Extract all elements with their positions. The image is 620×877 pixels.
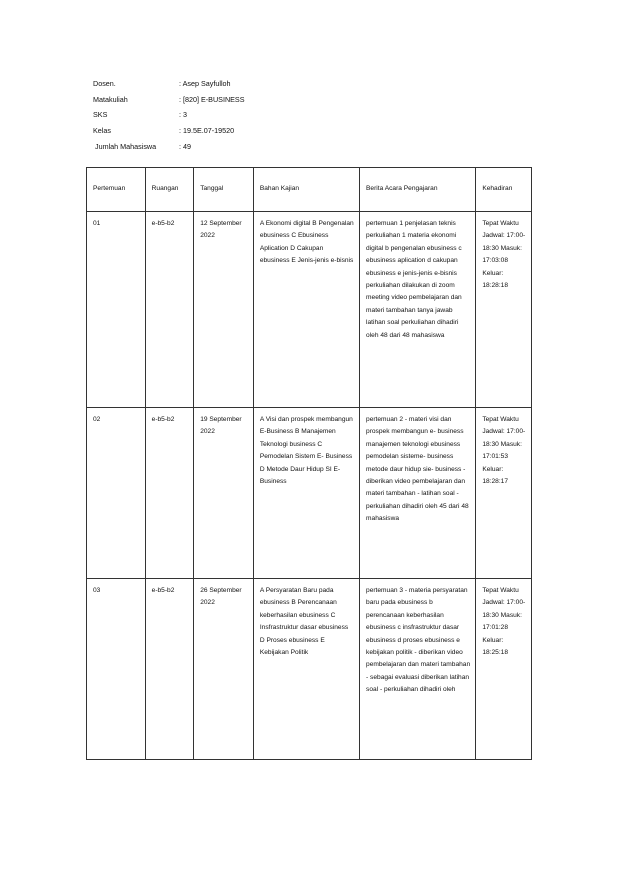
info-label: Matakuliah [93, 94, 128, 104]
cell-ruangan: e-b5-b2 [145, 212, 194, 408]
cell-kehadiran: Tepat Waktu Jadwal: 17:00-18:30 Masuk: 17:01:28 Keluar: 18:25:18 [476, 579, 532, 760]
cell-tanggal: 12 September 2022 [194, 212, 254, 408]
cell-bahan-kajian: A Persyaratan Baru pada ebusiness B Perencanaan keberhasilan ebusiness C Insfrastruktur dasar ebusiness D Proses ebusiness E Kebijakan Politik [253, 579, 359, 760]
cell-tanggal: 19 September 2022 [194, 408, 254, 579]
cell-ruangan: e-b5-b2 [145, 579, 194, 760]
info-row-kelas [93, 123, 245, 139]
cell-berita-acara: pertemuan 3 - materia persyaratan baru pada ebusiness b perencanaan keberhasilan ebusiness c insfrastruktur dasar ebusiness d proses ebusiness e kebijakan politik - diberikan video pembelajaran dan materi tambahan - sebagai evaluasi diberikan latihan soal - perkuliahan dihadiri oleh [360, 579, 476, 760]
info-label: Jumlah Mahasiswa [95, 141, 157, 151]
info-label: SKS [93, 110, 108, 120]
info-row-matakuliah [93, 92, 245, 108]
cell-ruangan: e-b5-b2 [145, 408, 194, 579]
cell-kehadiran: Tepat Waktu Jadwal: 17:00-18:30 Masuk: 17:03:08 Keluar: 18:28:18 [476, 212, 532, 408]
header-ruangan: Ruangan [145, 168, 194, 212]
cell-kehadiran: Tepat Waktu Jadwal: 17:00-18:30 Masuk: 17:01:53 Keluar: 18:28:17 [476, 408, 532, 579]
table-row [87, 212, 532, 408]
info-value: : [820] E-BUSINESS [179, 94, 245, 104]
cell-berita-acara: pertemuan 1 penjelasan teknis perkuliahan 1 materia ekonomi digital b pengenalan ebusiness c ebusiness aplication d cakupan ebusiness e jenis-jenis e-bisnis perkuliahan dilakukan di zoom meeting video pembelajaran dan materi tambahan tanya jawab latihan soal perkuliahan dihadiri oleh 48 dari 48 mahasiswa [360, 212, 476, 408]
table-row [87, 579, 532, 760]
cell-berita-acara: pertemuan 2 - materi visi dan prospek membangun e- business manajemen teknologi ebusiness pemodelan sisteme- business metode daur hidup sie- business - diberikan video pembelajaran dan materi tambahan - latihan soal - perkuliahan dihadiri oleh 45 dari 48 mahasiswa [360, 408, 476, 579]
info-row-sks [93, 107, 245, 123]
header-bahan-kajian: Bahan Kajian [253, 168, 359, 212]
cell-bahan-kajian: A Ekonomi digital B Pengenalan ebusiness C Ebusiness Aplication D Cakupan ebusiness E Jenis-jenis e-bisnis [253, 212, 359, 408]
header-kehadiran: Kehadiran [476, 168, 532, 212]
info-value: : 49 [179, 141, 191, 151]
info-label: Dosen. [93, 79, 116, 89]
info-value: : 3 [179, 110, 187, 120]
table-row [87, 408, 532, 579]
info-value: : Asep Sayfulloh [179, 79, 231, 89]
cell-tanggal: 26 September 2022 [194, 579, 254, 760]
header-pertemuan: Pertemuan [87, 168, 146, 212]
info-row-jumlah-mahasiswa [93, 138, 245, 154]
cell-bahan-kajian: A Visi dan prospek membangun E-Business B Manajemen Teknologi business C Pemodelan Sistem E- Business D Metode Daur Hidup SI E-Business [253, 408, 359, 579]
table-header-row [87, 168, 532, 212]
header-tanggal: Tanggal [194, 168, 254, 212]
cell-pertemuan: 01 [87, 212, 146, 408]
info-row-dosen [93, 76, 245, 92]
info-value: : 19.5E.07-19520 [179, 126, 235, 136]
header-berita-acara: Berita Acara Pengajaran [360, 168, 476, 212]
course-info [93, 76, 245, 154]
cell-pertemuan: 02 [87, 408, 146, 579]
cell-pertemuan: 03 [87, 579, 146, 760]
info-label: Kelas [93, 126, 111, 136]
attendance-table [86, 167, 532, 760]
